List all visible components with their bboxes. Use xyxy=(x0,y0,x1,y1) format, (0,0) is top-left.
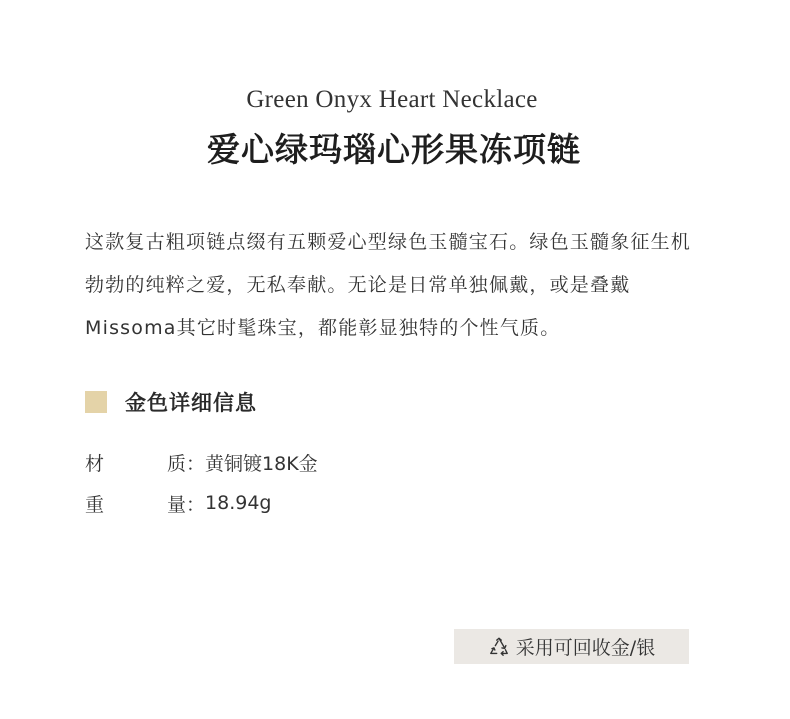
spec-label-char: 重 xyxy=(85,493,105,516)
recycled-materials-badge xyxy=(454,629,689,664)
spec-label-char: 质 xyxy=(167,452,187,475)
spec-value-material: 黄铜镀18K金 xyxy=(205,452,318,475)
details-section-heading xyxy=(85,389,257,415)
spec-row-material xyxy=(85,448,318,476)
product-description: 这款复古粗项链点缀有五颗爱心型绿色玉髓宝石。绿色玉髓象征生机勃勃的纯粹之爱，无私奉献。无论是日常单独佩戴，或是叠戴Missoma其它时髦珠宝，都能彰显独特的个性气质。 xyxy=(85,231,692,339)
spec-label-char: 材 xyxy=(85,452,105,475)
spec-value-weight: 18.94g xyxy=(205,492,272,514)
spec-separator: ： xyxy=(186,493,206,516)
spec-label-char: 量 xyxy=(167,493,187,516)
recycle-icon xyxy=(488,636,510,658)
spec-separator: ： xyxy=(186,452,206,475)
spec-row-weight xyxy=(85,489,272,517)
product-title-en: Green Onyx Heart Necklace xyxy=(246,86,538,113)
product-title-cn: 爱心绿玛瑙心形果冻项链 xyxy=(207,130,581,169)
gold-color-swatch xyxy=(85,391,107,413)
section-title: 金色详细信息 xyxy=(125,391,257,415)
badge-label: 采用可回收金/银 xyxy=(515,637,656,659)
